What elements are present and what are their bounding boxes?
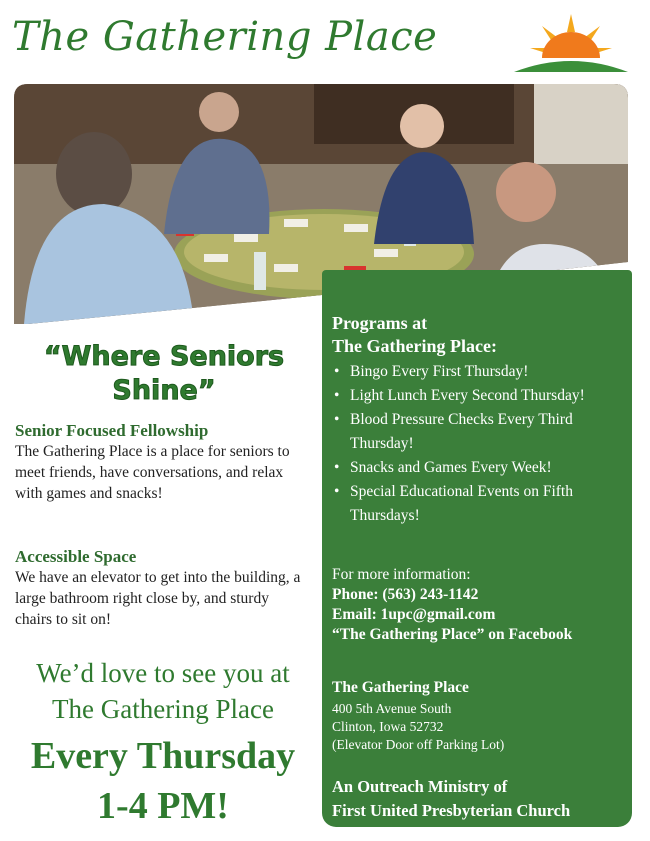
programs-list — [332, 360, 624, 528]
invite-line-2: The Gathering Place — [52, 694, 274, 724]
program-item: • Light Lunch Every Second Thursday! — [332, 384, 624, 408]
programs-heading-line-1: Programs at — [332, 313, 428, 333]
contact-email: Email: 1upc@gmail.com — [332, 606, 496, 623]
address-name: The Gathering Place — [332, 679, 469, 696]
contact-facebook: “The Gathering Place” on Facebook — [332, 626, 573, 643]
page-title: The Gathering Place — [12, 14, 438, 60]
program-item: • Special Educational Events on Fifth Thursdays! — [332, 480, 624, 528]
invite-time: 1-4 PM! — [97, 785, 229, 827]
invite-day: Every Thursday — [30, 735, 296, 777]
contact-intro: For more information: — [332, 566, 471, 583]
contact-phone: Phone: (563) 243-1142 — [332, 586, 479, 603]
program-item: • Blood Pressure Checks Every Third Thursday! — [332, 408, 624, 456]
sunrise-logo-icon — [512, 12, 630, 74]
accessible-heading: Accessible Space — [15, 547, 137, 566]
invite-line-1: We’d love to see you at — [36, 658, 290, 688]
ministry-line-1: An Outreach Ministry of — [332, 777, 508, 796]
ministry-line-2: First United Presbyterian Church — [332, 801, 571, 820]
address-city: Clinton, Iowa 52732 — [332, 719, 444, 734]
program-item: • Snacks and Games Every Week! — [332, 456, 624, 480]
tagline — [14, 340, 314, 408]
address-street: 400 5th Avenue South — [332, 701, 452, 716]
fellowship-heading: Senior Focused Fellowship — [15, 421, 209, 440]
fellowship-text: The Gathering Place is a place for seniors to meet friends, have conversations, and relax with games and snacks! — [15, 443, 290, 502]
programs-heading-line-2: The Gathering Place: — [332, 336, 497, 356]
program-item: • Bingo Every First Thursday! — [332, 360, 624, 384]
tagline-line-1: “Where Seniors — [43, 341, 285, 372]
programs-heading — [332, 312, 497, 358]
address-note: (Elevator Door off Parking Lot) — [332, 737, 505, 752]
tagline-line-2: Shine” — [112, 375, 216, 406]
accessible-text: We have an elevator to get into the building, a large bathroom right close by, and sturdy chairs to sit on! — [15, 569, 301, 628]
